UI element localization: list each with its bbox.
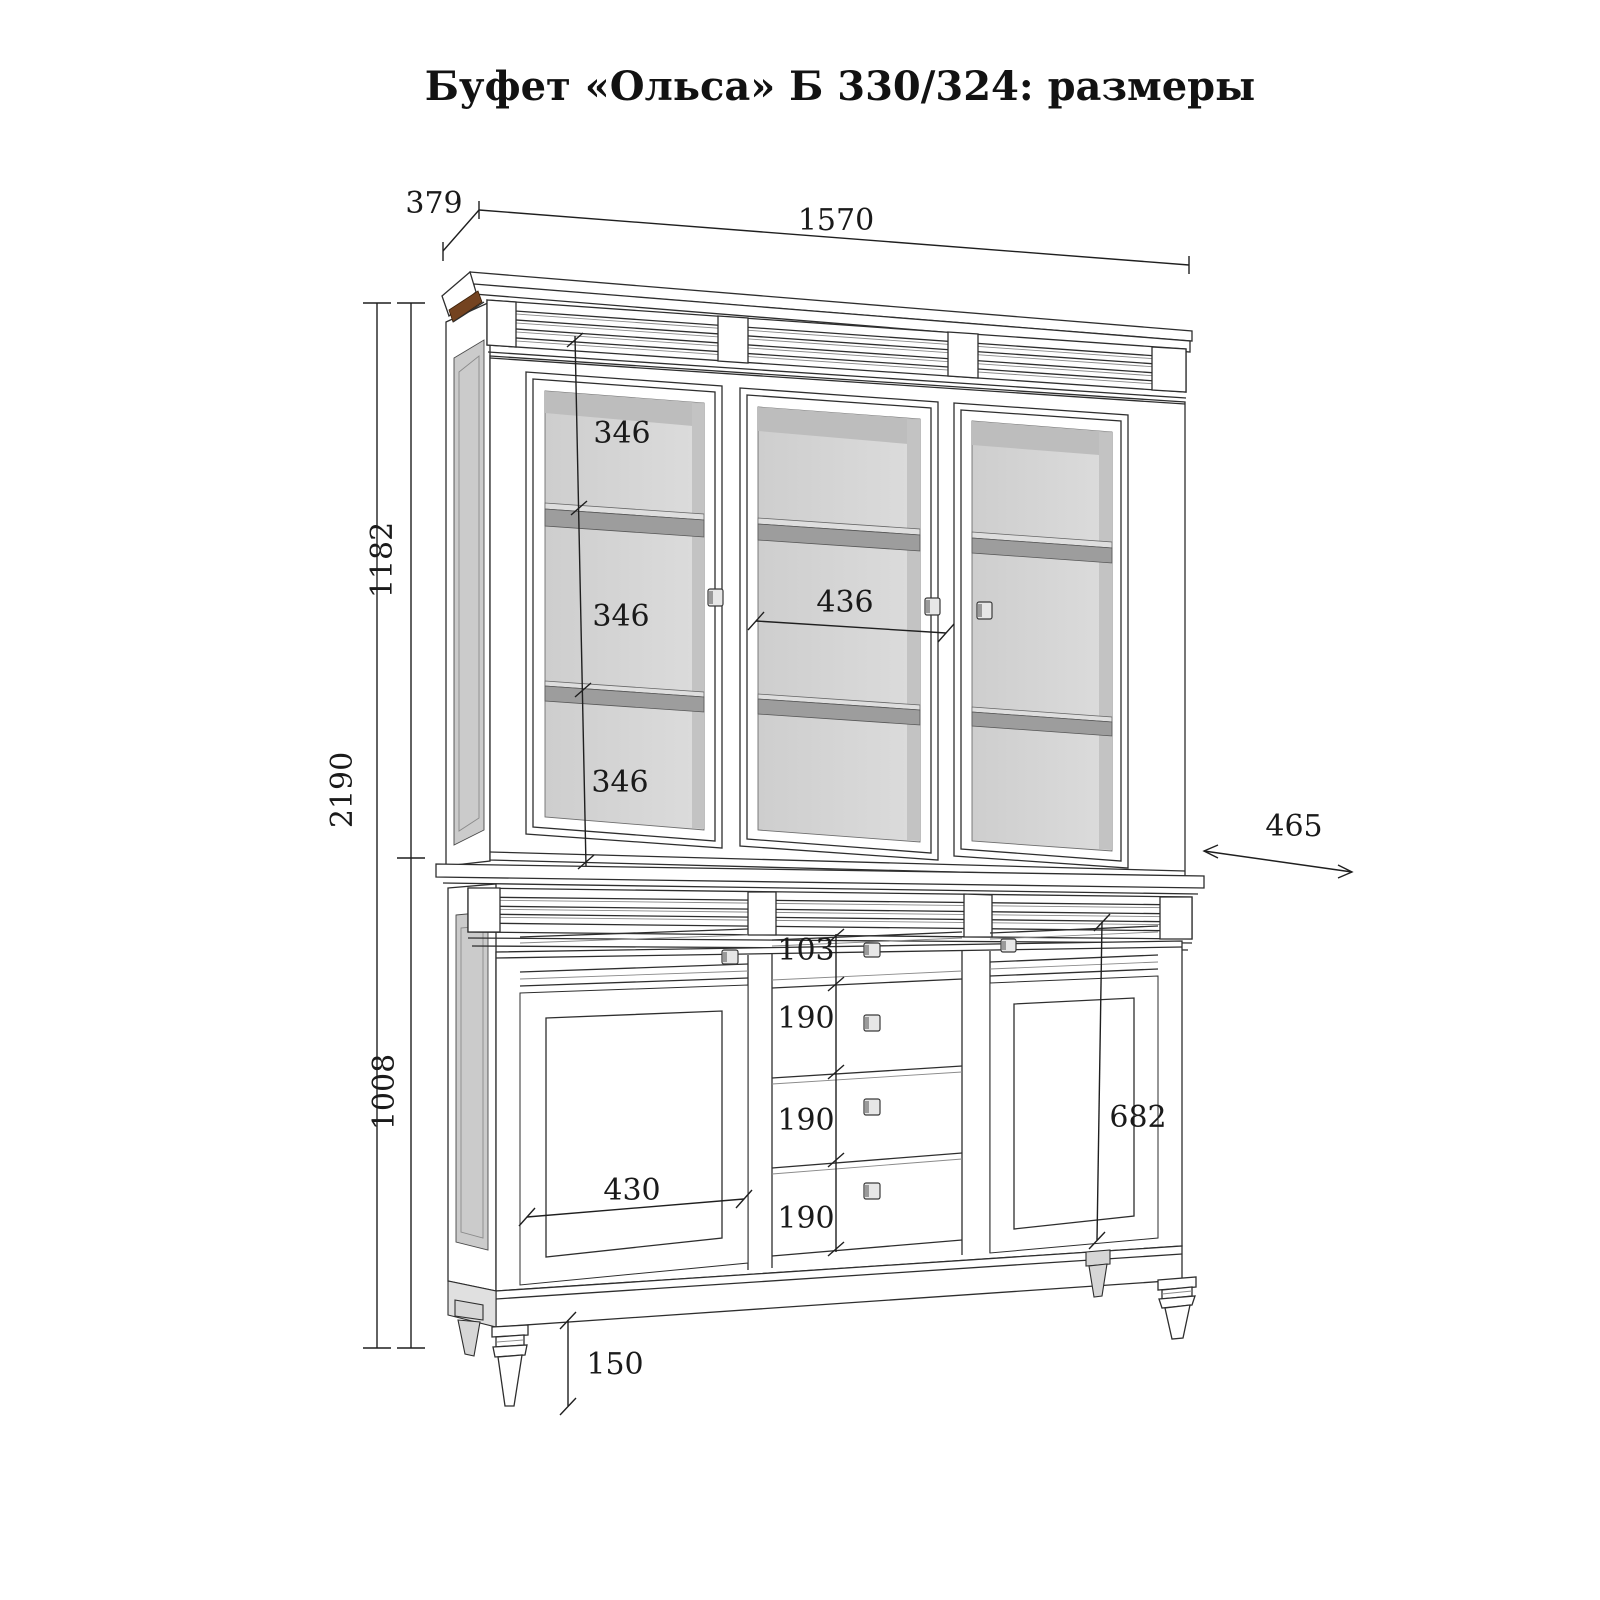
diagram-title: Буфет «Ольса» Б 330/324: размеры (424, 63, 1256, 110)
frieze-block-left (468, 888, 500, 932)
upper-side-panel (446, 302, 490, 866)
frieze-block-right (1160, 897, 1192, 939)
dim-top-depth (405, 186, 479, 261)
door-handle (925, 598, 940, 615)
dim-drawer-2-label: 190 (777, 1001, 835, 1036)
dim-total-height-label: 2190 (325, 751, 360, 829)
frieze-block-right (1152, 347, 1186, 392)
door-handle (708, 589, 723, 606)
dim-lower-height-label: 1008 (367, 1053, 402, 1131)
leg-back-left (455, 1300, 483, 1356)
dim-total-height (325, 303, 391, 1348)
dim-shelf-gap-3-label: 346 (591, 765, 649, 800)
dim-top-width-label: 1570 (797, 203, 875, 238)
frieze-block-mid2 (964, 894, 992, 937)
dim-lower-door-width-label: 430 (603, 1173, 661, 1208)
drawer-handle (864, 1015, 880, 1031)
dim-upper-height-label: 1182 (365, 521, 400, 599)
dim-drawer-4-label: 190 (777, 1201, 835, 1236)
dim-lower-depth-label: 465 (1265, 809, 1323, 844)
dim-drawer-1-label: 103 (777, 933, 835, 968)
dim-leg-height (560, 1312, 644, 1415)
drawer-handle (864, 1099, 880, 1115)
frieze-block-mid1 (748, 892, 776, 935)
door-handle (977, 602, 992, 619)
glass-pane-right (972, 421, 1112, 851)
dim-top-depth-label: 379 (405, 186, 463, 221)
dim-drawer-3-label: 190 (777, 1103, 835, 1138)
upper-door-right (954, 403, 1128, 868)
drawer-handle (864, 943, 880, 957)
dim-shelf-gap-2-label: 346 (592, 599, 650, 634)
dim-shelf-gap-1-label: 346 (593, 416, 651, 451)
leg-front-left (492, 1325, 528, 1406)
drawer-handle (1001, 939, 1016, 952)
upper-door-middle (740, 388, 938, 860)
drawer-handle (722, 950, 738, 964)
glass-pane-middle (758, 407, 920, 842)
drawer-handle (864, 1183, 880, 1199)
frieze-block-left (487, 300, 516, 347)
dim-upper-lower-height (365, 303, 425, 1348)
dim-lower-door-height-label: 682 (1109, 1100, 1167, 1135)
dim-top-width (479, 201, 1189, 274)
leg-front-right (1158, 1277, 1196, 1339)
frieze-block-mid2 (948, 332, 978, 378)
frieze-block-mid1 (718, 316, 748, 363)
dim-middle-door-width-label: 436 (816, 585, 874, 620)
lower-side-panel (448, 884, 496, 1291)
lower-left-door (520, 985, 748, 1285)
dim-leg-height-label: 150 (586, 1347, 644, 1382)
dim-lower-depth (1204, 809, 1352, 878)
